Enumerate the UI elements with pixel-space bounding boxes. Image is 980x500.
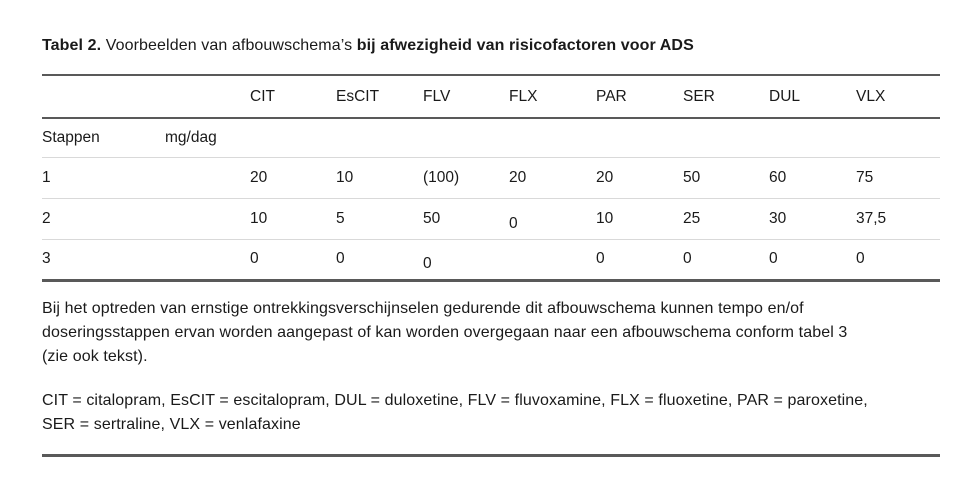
unit-label: mg/dag	[165, 118, 250, 157]
table-cell: 20	[596, 157, 683, 198]
table-cell: 50	[423, 198, 509, 239]
taper-schedule-table	[42, 74, 940, 282]
table-cell: 0	[250, 239, 336, 280]
note-line: (zie ook tekst).	[42, 347, 148, 365]
abbreviation-legend	[42, 389, 940, 437]
col-header-ser: SER	[683, 75, 769, 118]
table-cell: 20	[509, 157, 596, 198]
table-cell: 10	[336, 157, 423, 198]
table-cell: 20	[250, 157, 336, 198]
step-number: 2	[42, 198, 165, 239]
table-note	[42, 297, 940, 369]
col-header-par: PAR	[596, 75, 683, 118]
step-number: 1	[42, 157, 165, 198]
table-cell: 37,5	[856, 198, 940, 239]
col-header-cit: CIT	[250, 75, 336, 118]
table-row-step-3	[42, 239, 940, 280]
col-header-escit: EsCIT	[336, 75, 423, 118]
table-cell-empty	[509, 239, 596, 280]
col-header-dul: DUL	[769, 75, 856, 118]
table-cell: 0	[509, 198, 596, 239]
table-caption-label: Tabel 2.	[42, 37, 102, 54]
header-empty-1	[42, 75, 165, 118]
stappen-label: Stappen	[42, 118, 165, 157]
abbreviation-line: CIT = citalopram, EsCIT = escitalopram, DUL = duloxetine, FLV = fluvoxamine, FLX = fluoxetine, PAR = paroxetine,	[42, 391, 868, 409]
table-cell: 50	[683, 157, 769, 198]
table-cell: 10	[596, 198, 683, 239]
col-header-vlx: VLX	[856, 75, 940, 118]
table-cell: 5	[336, 198, 423, 239]
table-cell: 0	[683, 239, 769, 280]
table-cell: 30	[769, 198, 856, 239]
table-cell: 0	[769, 239, 856, 280]
table-cell: 0	[423, 239, 509, 280]
header-empty-2	[165, 75, 250, 118]
table-header-row	[42, 75, 940, 118]
table-subheader-row	[42, 118, 940, 157]
table-cell: 0	[856, 239, 940, 280]
note-line: doseringsstappen ervan worden aangepast of kan worden overgegaan naar een afbouwschema conform tabel 3	[42, 323, 848, 341]
table-cell: 25	[683, 198, 769, 239]
table-row-step-2	[42, 198, 940, 239]
bottom-divider	[42, 454, 940, 457]
table-row-step-1	[42, 157, 940, 198]
table-cell: 75	[856, 157, 940, 198]
table-cell: 0	[336, 239, 423, 280]
table-cell: 60	[769, 157, 856, 198]
table-cell: (100)	[423, 157, 509, 198]
table-caption-middle: Voorbeelden van afbouwschema’s	[101, 37, 357, 54]
note-line: Bij het optreden van ernstige ontrekkingsverschijnselen gedurende dit afbouwschema kunnen tempo en/of	[42, 299, 804, 317]
abbreviation-line: SER = sertraline, VLX = venlafaxine	[42, 415, 301, 433]
table-cell: 0	[596, 239, 683, 280]
table-caption-suffix: bij afwezigheid van risicofactoren voor ADS	[356, 37, 694, 54]
col-header-flv: FLV	[423, 75, 509, 118]
table-caption	[42, 36, 940, 56]
table-cell: 10	[250, 198, 336, 239]
col-header-flx: FLX	[509, 75, 596, 118]
step-number: 3	[42, 239, 165, 280]
